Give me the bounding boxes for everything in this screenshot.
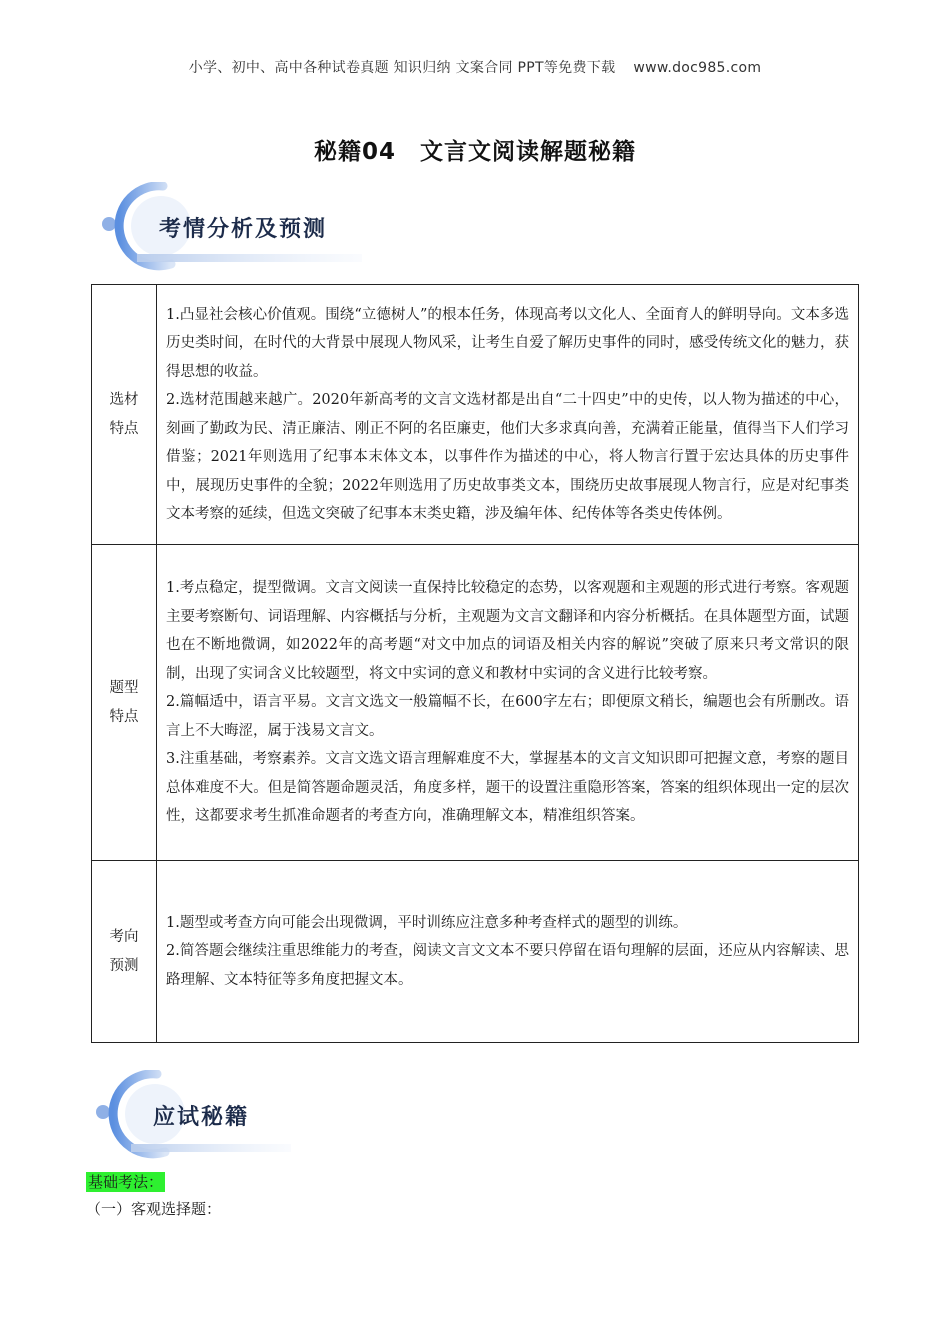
header-text: 小学、初中、高中各种试卷真题 知识归纳 文案合同 PPT等免费下载	[188, 60, 616, 76]
analysis-table	[91, 284, 859, 1043]
content-paragraph: 2.篇幅适中，语言平易。文言文选文一般篇幅不长，在600字左右；即便原文稍长，编题也会有所删改。语言上不大晦涩，属于浅易文言文。	[166, 694, 849, 739]
document-title: 秘籍04 文言文阅读解题秘籍	[313, 139, 636, 165]
tips-heading: 应试秘籍	[153, 1105, 250, 1130]
row-label	[92, 285, 157, 545]
tips-section-banner	[95, 1070, 395, 1160]
table-row	[92, 861, 859, 1043]
content-paragraph: 2.选材范围越来越广。2020年新高考的文言文选材都是出自“二十四史”中的史传，以人物为描述的中心，刻画了勤政为民、清正廉洁、刚正不阿的名臣廉吏，他们大多求真向善，充满着正能量，值得当下人们学习借鉴；2021年则选用了纪事本末体文本，以事件作为描述的中心，将人物言行置于宏达具体的历史事件中，展现历史事件的全貌；2022年则选用了历史故事类文本，围绕历史故事展现人物言行，应是对纪事类文本考察的延续，但选文突破了纪事本末类史籍，涉及编年体、纪传体等各类史传体例。	[166, 392, 849, 522]
analysis-heading: 考情分析及预测	[159, 217, 328, 242]
content-paragraph: 3.注重基础，考察素养。文言文选文语言理解难度不大，掌握基本的文言文知识即可把握文意，考察的题目总体难度不大。但是简答题命题灵活，角度多样，题干的设置注重隐形答案，答案的组织体现出一定的层次性，这都要求考生抓准命题者的考查方向，准确理解文本，精准组织答案。	[166, 751, 849, 825]
row-label	[92, 545, 157, 861]
row-label-text: 选材 特点	[109, 392, 139, 437]
content-paragraph: 1.考点稳定，提型微调。文言文阅读一直保持比较稳定的态势，以客观题和主观题的形式进行考察。客观题主要考察断句、词语理解、内容概括与分析，主观题为文言文翻译和内容分析概括。在具体题型方面，试题也在不断地微调，如2022年的高考题“对文中加点的词语及相关内容的解说”突破了原来只考文常识的限制，出现了实词含义比较题型，将文中实词的意义和教材中实词的含义进行比较考察。	[166, 580, 849, 682]
row-content	[157, 545, 859, 861]
row-content	[157, 861, 859, 1043]
content-paragraph: 1.题型或考查方向可能会出现微调，平时训练应注意多种考查样式的题型的训练。	[166, 914, 688, 931]
content-paragraph: 2.简答题会继续注重思维能力的考查，阅读文言文文本不要只停留在语句理解的层面，还应从内容解读、思路理解、文本特征等多角度把握文本。	[166, 943, 849, 988]
row-label-text: 题型 特点	[109, 680, 139, 725]
content-paragraph: 1.凸显社会核心价值观。围绕“立德树人”的根本任务，体现高考以文化人、全面育人的鲜明导向。文本多选历史类时间，在时代的大背景中展现人物风采，让考生自爱了解历史事件的同时，感受传统文化的魅力，获得思想的收益。	[166, 306, 849, 380]
page-header	[0, 57, 950, 77]
basic-methods-label: 基础考法：	[88, 1173, 164, 1191]
header-site: www.doc985.com	[633, 60, 762, 76]
table-row	[92, 285, 859, 545]
row-content	[157, 285, 859, 545]
row-label-text: 考向 预测	[109, 929, 139, 974]
row-label	[92, 861, 157, 1043]
objective-questions-heading: （一）客观选择题：	[86, 1200, 222, 1218]
table-row	[92, 545, 859, 861]
analysis-section-banner	[95, 182, 395, 272]
